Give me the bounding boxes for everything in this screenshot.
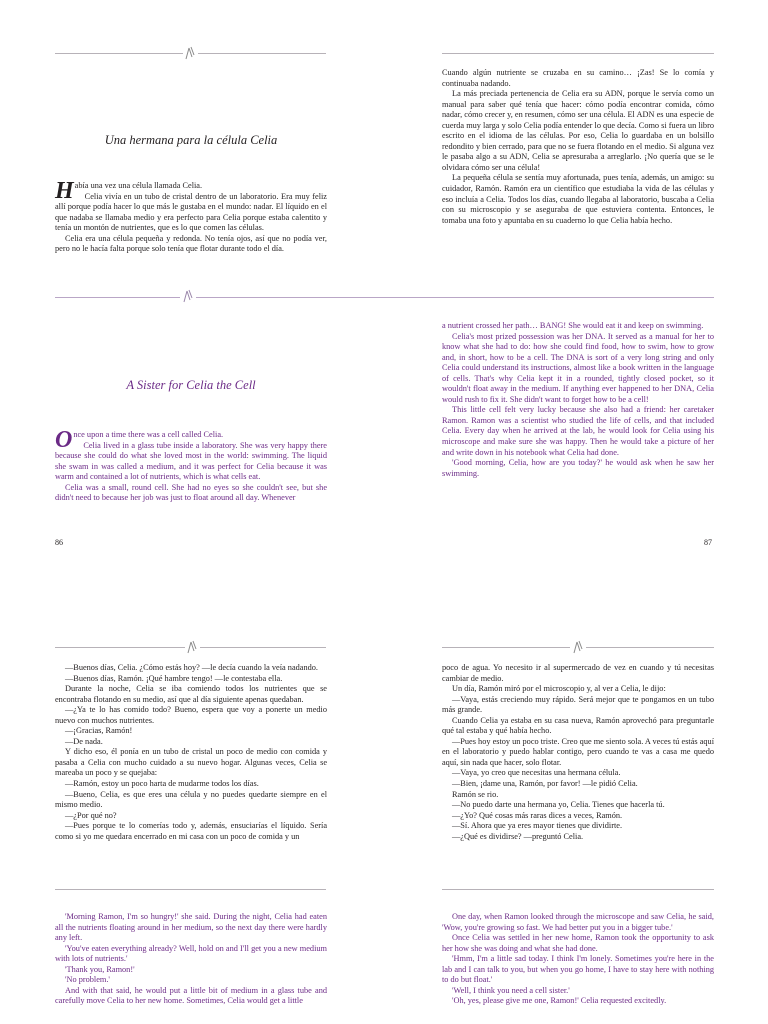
paragraph: Celia's most prized possession was her DNA. It served as a manual for her to know what she had to do: how she could find food, how to swim, how to grow and, in short, how to be a cell. The DNA is sort of a very long string and only Celia could understand its instructions, almost like a book written in the language of cells. That's why Celia kept it in a rounded, tightly closed pocket, so it wouldn't float away in the medium. If anything ever happened to her DNA, Celia would rush to fix it. She didn't want to forget how to be a cell! [442,331,714,404]
paragraph: Cuando Celia ya estaba en su casa nueva, Ramón aprovechó para preguntarle qué tal estaba y qué había hecho. [442,715,714,736]
top-rule-right-2b [586,647,714,648]
paragraph: —Buenos días, Celia. ¿Cómo estás hoy? —le decía cuando la veía nadando. [65,663,318,672]
ornament-icon [181,288,195,304]
paragraph: 'Good morning, Celia, how are you today?' he would ask when he saw her swimming. [442,458,714,478]
page-number-left: 86 [55,538,63,547]
paragraph: —Bien, ¡dame una, Ramón, por favor! —le pidió Celia. [452,779,638,789]
paragraph: —De nada. [65,736,103,746]
page-number-right: 87 [704,538,712,547]
paragraph: This little cell felt very lucky because she also had a friend: her caretaker Ramon. Ramon was a scientist who studied the life of cells, and that included Celia. Every day when he arrived at the lab, he would look for Celia using his microscope and make sure she was happy. Then he would take a picture of her and write down in his notebook what Celia had done. [442,405,714,457]
paragraph: —Buenos días, Ramón. ¡Qué hambre tengo! —le contestaba ella. [65,673,283,683]
paragraph: Y dicho eso, él ponía en un tubo de cristal un poco de medio con comida y pasaba a Celia con mucho cuidado a su nuevo hogar. Algunas veces, Celia se mareaba un poco y se quejaba: [55,747,327,778]
text-column-es-left [55,178,327,255]
divider-rule-right-2 [442,889,714,890]
middle-rule-right [196,297,714,298]
paragraph: Once Celia was settled in her new home, Ramon took the opportunity to ask her how she was doing and what she had done. [442,933,714,953]
paragraph: Celia was a small, round cell. She had no eyes so she couldn't see, but she didn't need to because her job was just to float around all day. Whenever [55,482,327,503]
ornament-icon [183,45,197,61]
paragraph: Un día, Ramón miró por el microscopio y, al ver a Celia, le dijo: [452,684,666,694]
paragraph: —Vaya, estás creciendo muy rápido. Será mejor que te pongamos en un tubo más grande. [442,694,714,715]
paragraph: —¿Yo? Qué cosas más raras dices a veces, Ramón. [452,810,623,820]
text-column-en-left-2 [55,912,327,1007]
paragraph: And with that said, he would put a little bit of medium in a glass tube and carefully move Celia to her new home. Sometimes, Celia would get a little [55,985,327,1006]
paragraph: poco de agua. Yo necesito ir al supermercado de vez en cuando y tú necesitas cambiar de medio. [442,663,714,683]
paragraph: —Ramón, estoy un poco harta de mudarme todos los días. [65,779,259,789]
paragraph: La más preciada pertenencia de Celia era su ADN, porque le servía como un manual para saber qué tenía que hacer: cómo podía encontrar comida, cómo nadar, cómo crecer y, en resumen, cómo ser una célula. El ADN es una especie de cuerda muy larga y solo Celia podía entender lo que decía. Como si fuera un libro escrito en el idioma de las células. Por eso, Celia lo guardaba en un bolsillo redondito y bien cerrado, para que no se fuera flotando en el medio. Si alguna vez le pasaba algo a su ADN, Celia se apresuraba a arreglarlo. ¡No quería que se le olvidara cómo ser una célula! [442,89,714,172]
paragraph: 'Hmm, I'm a little sad today. I think I'm lonely. Sometimes you're here in the lab and I can talk to you, but when you go home, I have to stay here with nothing to do but float.' [442,954,714,985]
paragraph: —Pues hoy estoy un poco triste. Creo que me siento sola. A veces tú estás aquí en el laboratorio y puedo hablar contigo, pero cuando te vas a casa me quedo aquí, sin nada que hacer, solo flotar. [442,736,714,767]
paragraph: La pequeña célula se sentía muy afortunada, pues tenía, además, un amigo: su cuidador, Ramón. Ramón era un científico que estudiaba la vida de las células y eso incluía a Celia. Todos los días, cuando llegaba al laboratorio, buscaba a Celia con su microscopio y se aseguraba de que estuviera contenta. Entonces, le tomaba una foto y apuntaba en su cuaderno lo que Celia había hecho. [442,173,714,225]
paragraph: One day, when Ramon looked through the microscope and saw Celia, he said, 'Wow, you're growing so fast. We had better put you in a bigger tube.' [442,912,714,932]
ornament-icon [185,639,199,655]
paragraph: Cuando algún nutriente se cruzaba en su camino… ¡Zas! Se lo comía y continuaba nadando. [442,68,714,88]
paragraph: —¿Ya te lo has comido todo? Bueno, espera que voy a ponerte un medio nuevo con muchos nutrientes. [55,705,327,725]
paragraph: —No puedo darte una hermana yo, Celia. Tienes que hacerla tú. [452,800,665,810]
divider-rule-left-2 [55,889,326,890]
paragraph: a nutrient crossed her path… BANG! She would eat it and keep on swimming. [442,321,704,330]
paragraph: 'You've eaten everything already? Well, hold on and I'll get you a new medium with lots of nutrients.' [55,943,327,964]
paragraph: 'Thank you, Ramon!' [65,964,135,974]
paragraph: 'Oh, yes, please give me one, Ramon!' Celia requested excitedly. [452,996,667,1006]
paragraph: 'Well, I think you need a cell sister.' [452,985,570,995]
paragraph: 'Morning Ramon, I'm so hungry!' she said. During the night, Celia had eaten all the nutrients floating around in her medium, so the next day there were hardly any left. [55,912,327,943]
text-column-en-left [55,427,327,504]
text-column-en-right-2 [442,912,714,1007]
paragraph: Celia lived in a glass tube inside a laboratory. She was very happy there because she could do what she loved most in the world: swimming. The liquid she swam in was called a medium, and it was perfect for Celia because it was warm and contained a lot of nutrients, which is what cells eat. [55,440,327,482]
paragraph: —¿Qué es dividirse? —preguntó Celia. [452,831,584,841]
paragraph: —Sí. Ahora que ya eres mayor tienes que dividirte. [452,821,623,831]
text-column-es-right-2 [442,663,714,842]
paragraph: —¿Por qué no? [65,810,117,820]
paragraph: —Pues porque te lo comerías todo y, además, ensuciarías el líquido. Sería como si yo me quedara encerrado en mi casa con un poco de comida y un [55,821,327,841]
story-title-es: Una hermana para la célula Celia [104,133,278,147]
paragraph: Celia vivía en un tubo de cristal dentro de un laboratorio. Era muy feliz allí porque podía hacer lo que más le gustaba en el mundo: nadar. El líquido en el que nadaba se llamaba medio y era perfecto para Celia porque estaba calentito y tenía un montón de nutrientes, que es lo que comen las células. [55,191,327,233]
drop-cap: H [55,178,74,204]
middle-rule-left [55,297,180,298]
paragraph: Once upon a time there was a cell called Celia. [55,427,224,453]
top-rule-left [55,53,183,54]
top-rule-left-2 [55,647,185,648]
paragraph: —Vaya, yo creo que necesitas una hermana célula. [452,768,621,778]
paragraph: —¡Gracias, Ramón! [65,726,133,736]
top-rule-right-2a [442,647,570,648]
text-column-es-right [442,68,714,226]
top-rule-left-b [198,53,326,54]
text-column-en-right [442,321,714,479]
paragraph: 'No problem.' [65,975,110,985]
paragraph: Celia era una célula pequeña y redonda. No tenía ojos, así que no podía ver, pero no le hacía falta porque solo tenía que flotar durante todo el día. [55,233,327,254]
paragraph: Durante la noche, Celia se iba comiendo todos los nutrientes que se encontraba flotando en su medio, así que al día siguiente apenas quedaban. [55,684,327,704]
paragraph: Había una vez una célula llamada Celia. [55,178,203,204]
drop-cap: O [55,427,73,453]
top-rule-left-2b [200,647,326,648]
ornament-icon [571,639,585,655]
story-title-en: A Sister for Celia the Cell [126,378,256,392]
top-rule-right [442,53,714,54]
paragraph: Ramón se rio. [452,789,499,799]
paragraph: —Bueno, Celia, es que eres una célula y no puedes quedarte siempre en el mismo medio. [55,789,327,810]
text-column-es-left-2 [55,663,327,842]
